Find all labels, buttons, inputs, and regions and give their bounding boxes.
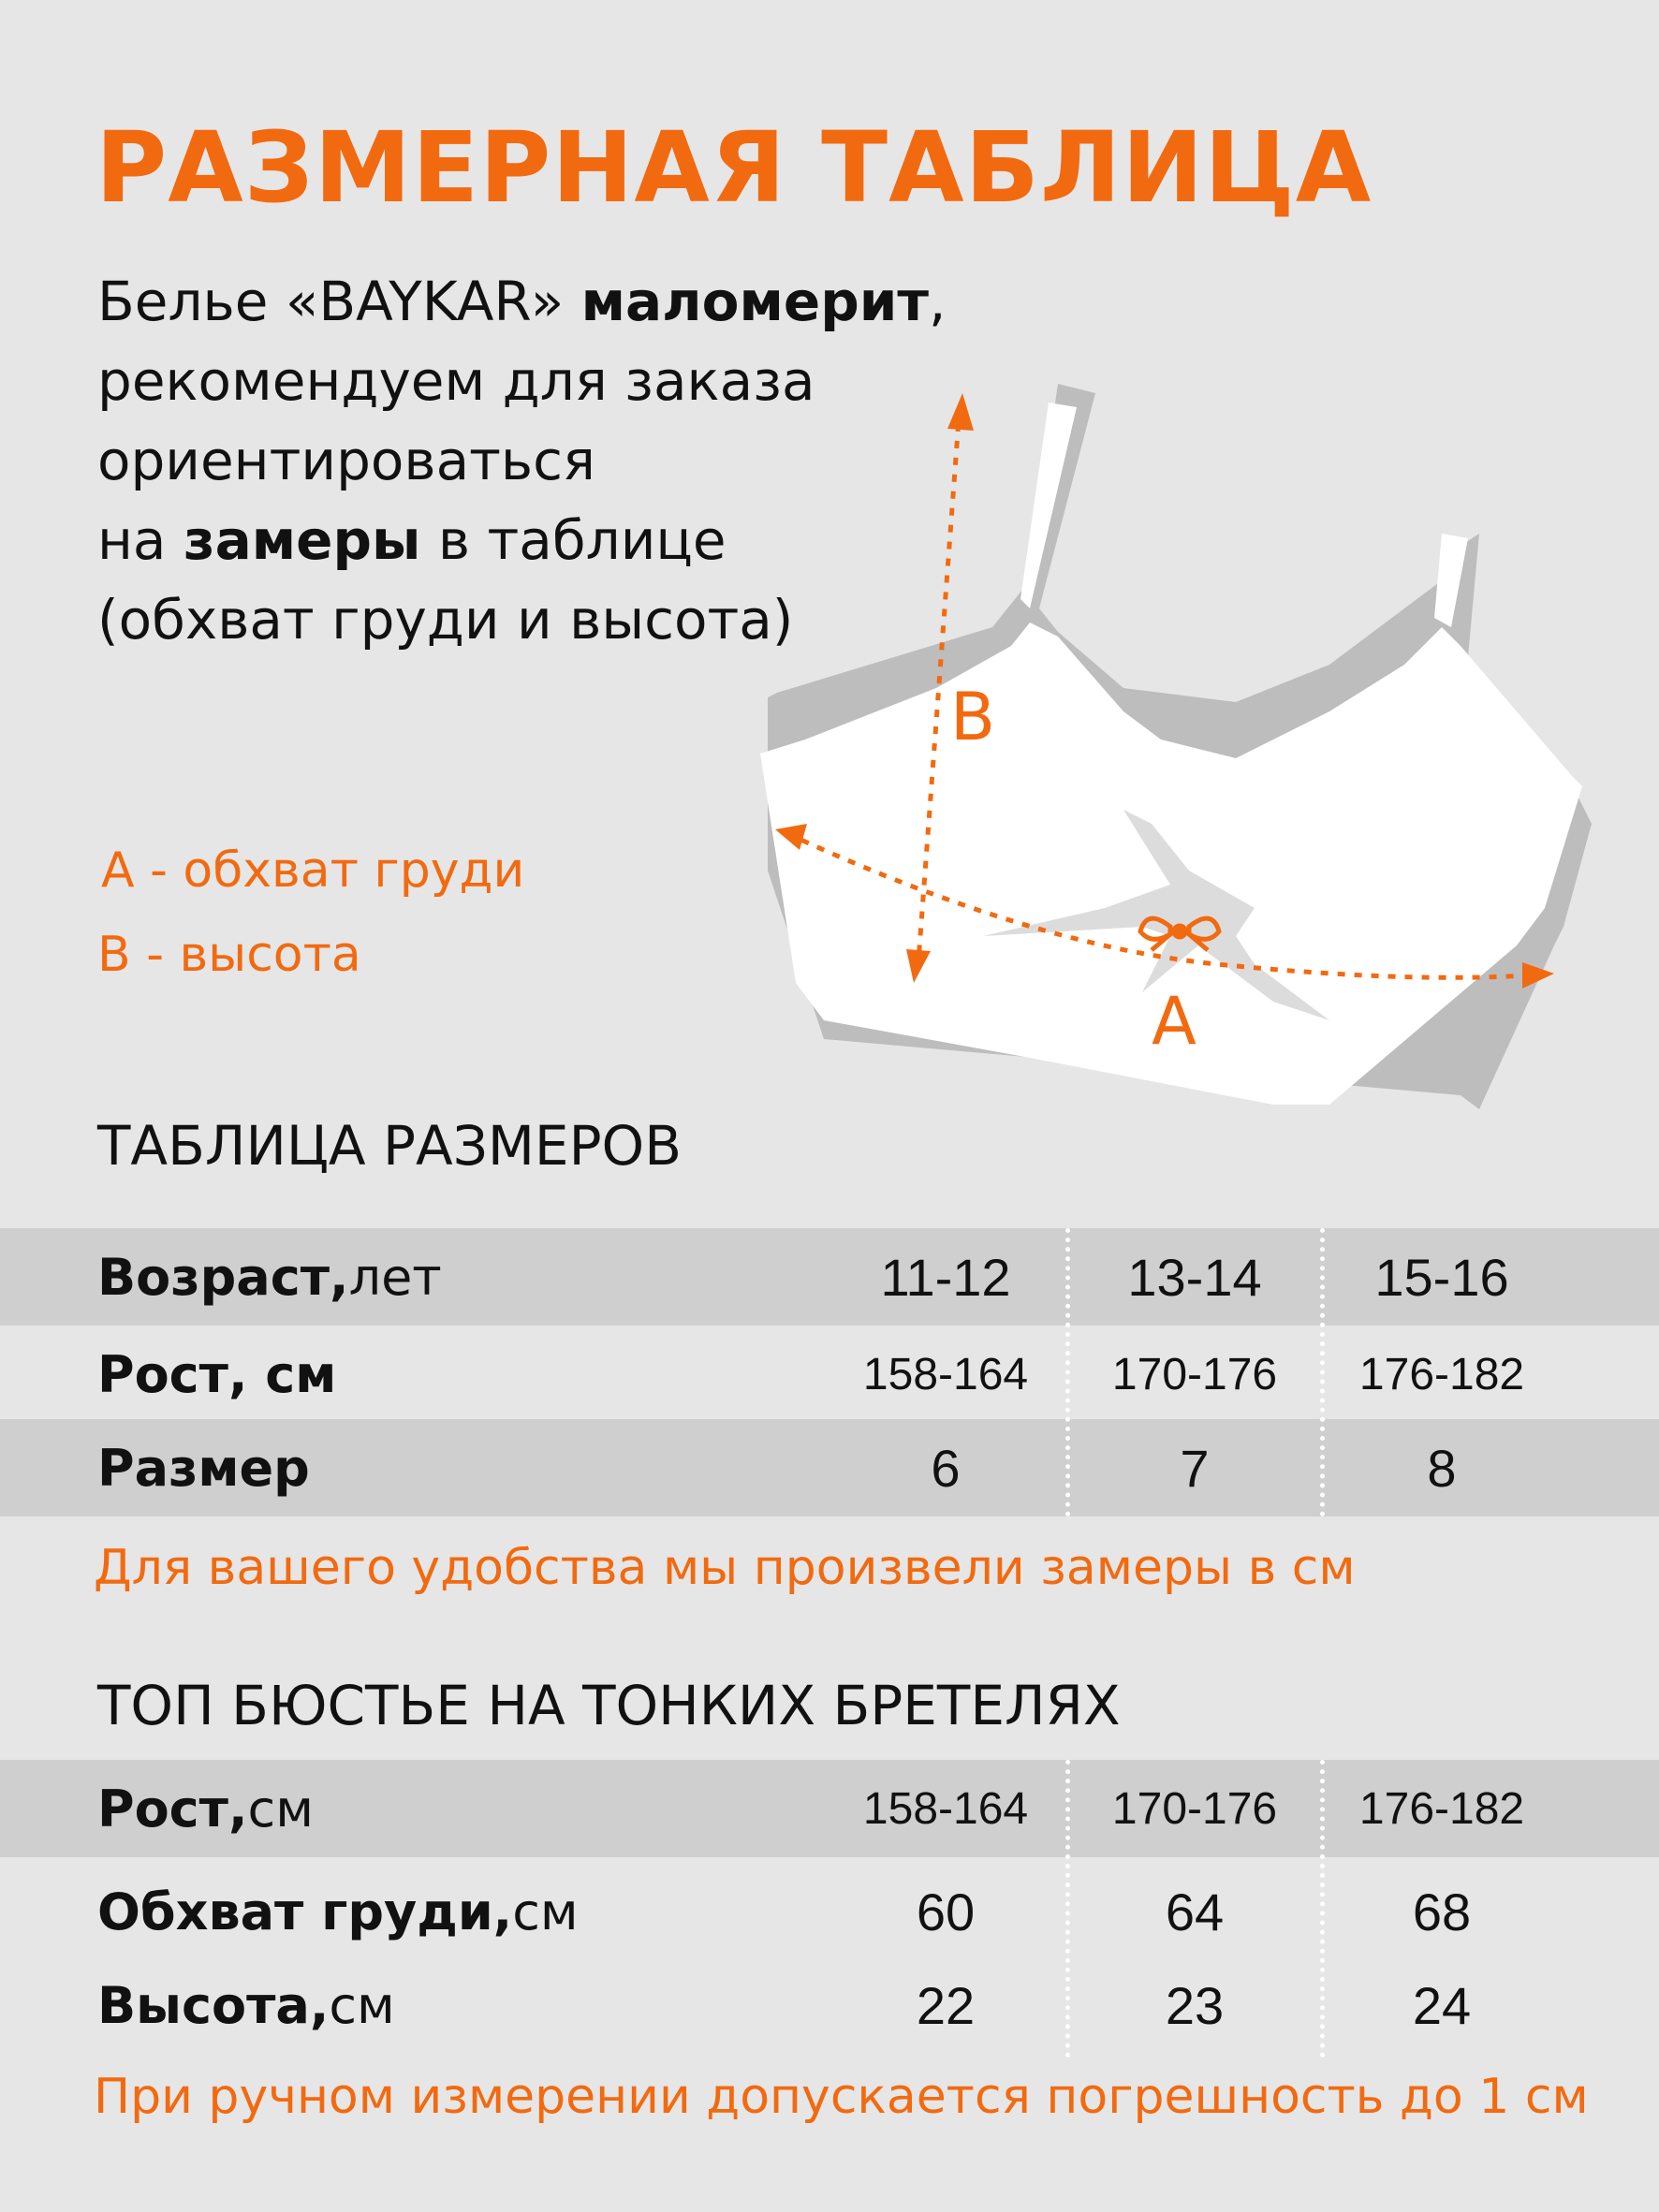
table1-title: ТАБЛИЦА РАЗМЕРОВ — [97, 1114, 682, 1178]
table2-divider — [1320, 1760, 1325, 2058]
label-b: B — [950, 679, 996, 755]
table2-row-height-cm — [0, 1956, 1659, 2054]
table1-cell: 8 — [1427, 1438, 1457, 1498]
table2-cell: 170-176 — [1111, 1783, 1278, 1834]
intro-line-2: рекомендуем для заказа — [97, 349, 815, 413]
table1-note: Для вашего удобства мы произвели замеры в см — [94, 1540, 1356, 1596]
page-title: РАЗМЕРНАЯ ТАБЛИЦА — [95, 110, 1373, 225]
label-rest: см — [512, 1882, 579, 1941]
table2-row-chest — [0, 1863, 1659, 1960]
table1-row-age — [0, 1228, 1659, 1326]
table1-row-height-label — [97, 1326, 336, 1423]
table1-row-size-label — [97, 1419, 310, 1516]
table2-cell: 23 — [1165, 1975, 1225, 2035]
table2-cell: 158-164 — [862, 1783, 1029, 1834]
label-bold: Высота, — [97, 1975, 330, 2035]
legend-a: А - обхват груди — [101, 842, 525, 899]
table2-cell: 60 — [916, 1882, 976, 1941]
table1-cell: 170-176 — [1111, 1349, 1278, 1399]
legend-b: В - высота — [97, 927, 361, 983]
label-bold: Рост, см — [97, 1344, 337, 1404]
table2-note: При ручном измерении допускается погрешность до 1 см — [94, 2069, 1589, 2125]
table2-cell: 64 — [1165, 1882, 1225, 1941]
table1-divider — [1320, 1228, 1325, 1516]
table1-cell: 158-164 — [862, 1349, 1029, 1399]
label-bold: Возраст, — [97, 1247, 349, 1307]
table1-cell: 7 — [1180, 1438, 1210, 1498]
label-bold: Рост, — [97, 1779, 248, 1838]
intro-line-5: (обхват груди и высота) — [97, 588, 794, 652]
intro-line-4-prefix: на — [97, 508, 184, 572]
table2-divider — [1065, 1760, 1070, 2058]
table2-cell: 24 — [1412, 1975, 1472, 2035]
label-rest: см — [247, 1779, 314, 1838]
table2-cell: 176-182 — [1358, 1783, 1525, 1834]
table2-title: ТОП БЮСТЬЕ НА ТОНКИХ БРЕТЕЛЯХ — [97, 1674, 1121, 1737]
table2-row-height-label — [97, 1760, 314, 1857]
label-rest: см — [329, 1975, 395, 2035]
table1-row-age-label — [97, 1228, 442, 1326]
label-bold: Размер — [97, 1438, 310, 1498]
bra-icon — [749, 384, 1610, 1133]
table1-cell: 13-14 — [1127, 1247, 1262, 1307]
left-strap — [1020, 403, 1077, 608]
table2-cell: 68 — [1412, 1882, 1472, 1941]
intro-line-1-suffix: , — [929, 270, 947, 333]
table1-cell: 176-182 — [1358, 1349, 1525, 1399]
intro-line-3: ориентироваться — [97, 429, 595, 492]
table1-cell: 15-16 — [1374, 1247, 1509, 1307]
label-rest: лет — [348, 1247, 442, 1307]
intro-line-1 — [97, 262, 946, 342]
label-bold: Обхват груди, — [97, 1882, 513, 1941]
intro-line-4-bold: замеры — [183, 508, 421, 572]
table2-row-height — [0, 1760, 1659, 1857]
table1-row-height — [0, 1326, 1659, 1423]
table1-cell: 6 — [931, 1438, 961, 1498]
table1-cell: 11-12 — [880, 1247, 1011, 1307]
table1-row-size — [0, 1419, 1659, 1516]
table1-divider — [1065, 1228, 1070, 1516]
table2-row-height-cm-label — [97, 1956, 395, 2054]
table2-cell: 22 — [916, 1975, 976, 2035]
intro-line-1-bold: маломерит — [580, 270, 930, 333]
intro-line-1-prefix: Белье «BAYKAR» — [97, 270, 581, 333]
table2-row-chest-label — [97, 1863, 579, 1960]
intro-line-4-suffix: в таблице — [420, 508, 727, 572]
label-a: A — [1152, 983, 1197, 1060]
